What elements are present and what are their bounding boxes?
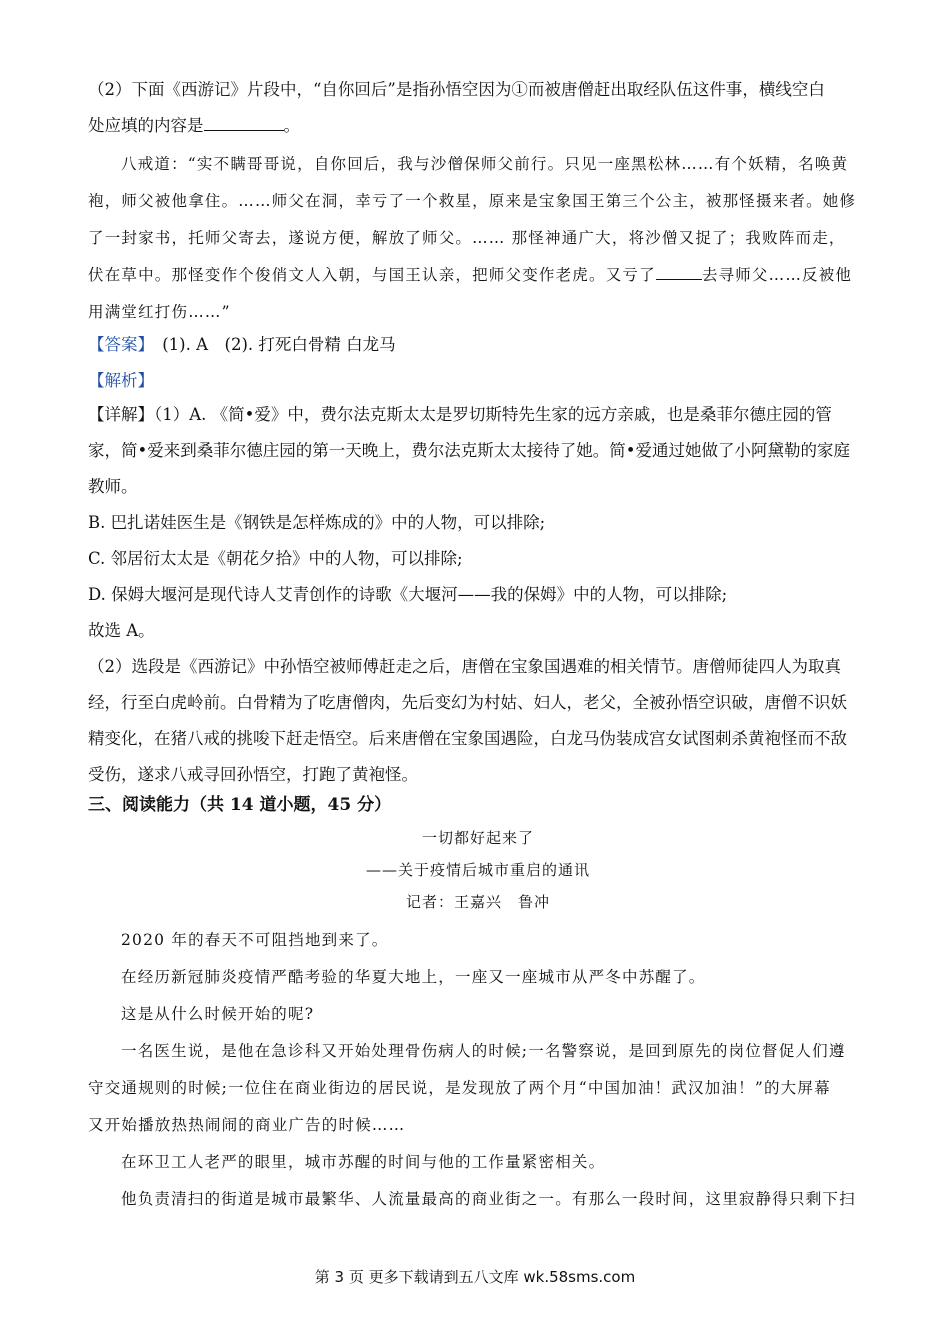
detail-line: 家，简•爱来到桑菲尔德庄园的第一天晚上，费尔法克斯太太接待了她。简•爱通过她做了小阿黛勒的家庭 (88, 441, 850, 460)
detail-option-c: C. 邻居衍太太是《朝花夕拾》中的人物，可以排除; (88, 549, 463, 568)
detail-line (88, 397, 868, 433)
article-paragraph: 一名医生说，是他在急诊科又开始处理骨伤病人的时候;一名警察说，是回到原先的岗位督促人们遵 (121, 1042, 846, 1060)
prompt-text: 处应填的内容是 (88, 116, 204, 135)
answer-blank (204, 114, 284, 131)
page-footer: 第 3 页 更多下载请到五八文库 wk.58sms.com (314, 1268, 636, 1286)
section-heading: 三、阅读能力（共 14 道小题，45 分） (88, 795, 392, 815)
article-paragraph: 2020 年的春天不可阻挡地到来了。 (121, 931, 389, 949)
detail-text: （1）A. 《简•爱》中，费尔法克斯太太是罗切斯特先生家的远方亲戚，也是桑菲尔德庄园的管 (154, 405, 832, 424)
article-byline: 记者：王嘉兴 鲁冲 (405, 893, 550, 911)
article-header (88, 822, 868, 918)
detail-choose: 故选 A。 (88, 621, 155, 640)
article-paragraph: 在经历新冠肺炎疫情严酷考验的华夏大地上，一座又一座城市从严冬中苏醒了。 (121, 968, 706, 986)
excerpt-line (88, 257, 868, 294)
excerpt-text: 伏在草中。那怪变作个俊俏文人入朝，与国王认亲，把师父变作老虎。又亏了 (88, 266, 656, 284)
excerpt-line: 袍，师父被他拿住。……师父在洞，幸亏了一个救星，原来是宝象国王第三个公主，被那怪摄来者。她修 (88, 192, 857, 210)
article-paragraph-cont: 又开始播放热热闹闹的商业广告的时候…… (88, 1116, 406, 1134)
answer-line (88, 327, 868, 363)
detail-option-d: D. 保姆大堰河是现代诗人艾青创作的诗歌《大堰河——我的保姆》中的人物，可以排除; (88, 585, 728, 604)
detail-label: 【详解】 (88, 405, 154, 424)
article-paragraph-cont: 守交通规则的时候;一位住在商业街边的居民说，是发现放了两个月“中国加油！武汉加油！”的大屏幕 (88, 1079, 831, 1097)
detail-line: 受伤，遂求八戒寻回孙悟空，打跑了黄袍怪。 (88, 765, 418, 784)
section-3 (88, 788, 868, 822)
excerpt-blank (656, 263, 702, 280)
question-2-prompt-line1: （2）下面《西游记》片段中，“自你回后”是指孙悟空因为①而被唐僧赶出取经队伍这件事，横线空白 (88, 80, 825, 99)
prompt-end: 。 (283, 116, 300, 135)
article-title: 一切都好起来了 (421, 829, 534, 847)
detail-option-b: B. 巴扎诺娃医生是《钢铁是怎样炼成的》中的人物，可以排除; (88, 513, 546, 532)
question-2 (88, 72, 868, 144)
article-paragraph: 在环卫工人老严的眼里，城市苏醒的时间与他的工作量紧密相关。 (121, 1153, 606, 1171)
analysis-line (88, 363, 868, 399)
article-paragraph: 这是从什么时候开始的呢? (121, 1005, 315, 1023)
detail-section (88, 397, 868, 793)
excerpt-text: 去寻师父……反被他 (701, 266, 853, 284)
article-paragraph: 他负责清扫的街道是城市最繁华、人流量最高的商业街之一。有那么一段时间，这里寂静得只剩下扫 (121, 1190, 856, 1208)
detail-line: 精变化，在猪八戒的挑唆下赶走悟空。后来唐僧在宝象国遇险，白龙马伪装成宫女试图刺杀黄袍怪而不敌 (88, 729, 847, 748)
detail-line: 教师。 (88, 477, 138, 496)
answer-label: 【答案】 (88, 335, 146, 354)
excerpt-line: 了一封家书，托师父寄去，遂说方便，解放了师父。…… 那怪神通广大，将沙僧又捉了；我败阵而走， (88, 229, 846, 247)
excerpt-line: 八戒道：“实不瞒哥哥说，自你回后，我与沙僧保师父前行。只见一座黑松林……有个妖精，名唤黄 (121, 155, 849, 173)
answer-section (88, 327, 868, 399)
xiyouji-excerpt (88, 146, 868, 331)
detail-line: 经，行至白虎岭前。白骨精为了吃唐僧肉，先后变幻为村姑、妇人，老父，全被孙悟空识破，唐僧不识妖 (88, 693, 847, 712)
article-subtitle: ——关于疫情后城市重启的通讯 (365, 861, 590, 879)
question-2-prompt-line2 (88, 108, 868, 144)
answer-text: (1). A (2). 打死白骨精 白龙马 (162, 335, 396, 354)
excerpt-line: 用满堂红打伤……” (88, 303, 231, 321)
detail-line: （2）选段是《西游记》中孙悟空被师傅赶走之后，唐僧在宝象国遇难的相关情节。唐僧师徒四人为取真 (88, 657, 841, 676)
analysis-label: 【解析】 (88, 371, 154, 390)
article-body (88, 922, 868, 1218)
